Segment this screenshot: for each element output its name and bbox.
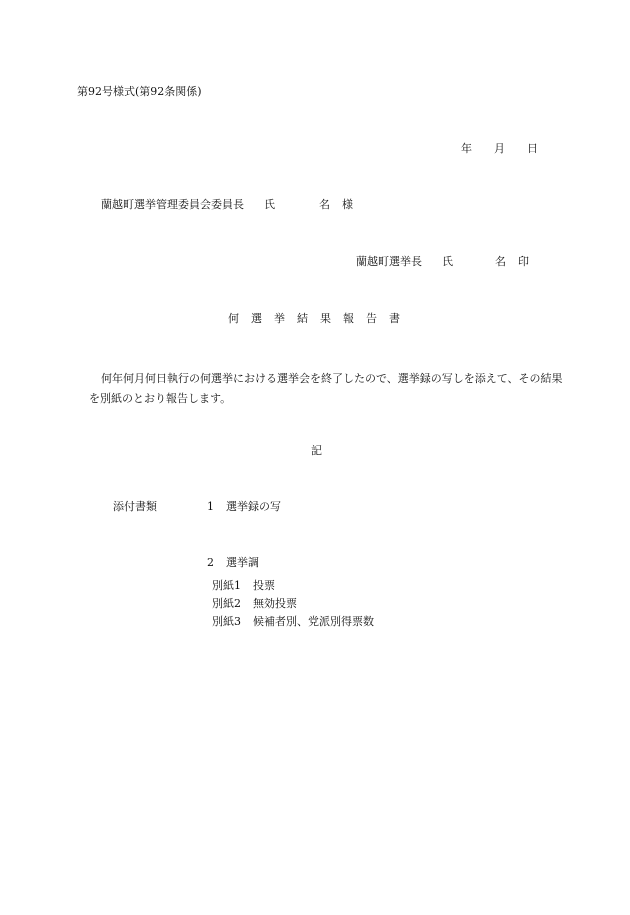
subitem-text: 無効投票 [253,597,297,610]
subitem-label: 別紙2 [212,597,241,610]
subitem-text: 候補者別、党派別得票数 [253,615,374,628]
subitem-text: 投票 [253,579,275,592]
attachment-item-1-number: 1 [207,500,214,513]
sender-line [356,256,529,267]
attachments-label: 添付書類 [113,500,157,513]
document-title: 何選挙結果報告書 [228,312,412,325]
subitem-1 [212,577,374,595]
subitem-label: 別紙1 [212,579,241,592]
date-day: 日 [527,142,538,155]
addressee-mei: 名 [319,198,330,211]
subitem-3 [212,613,374,631]
sender-title: 蘭越町選挙長 [356,255,422,268]
attachment-item-2 [207,557,259,568]
subitem-2 [212,595,374,613]
sender-shi: 氏 [442,255,453,268]
sender-seal: 印 [518,255,529,268]
attachment-item-1 [207,501,281,512]
addressee-line [101,199,353,210]
sender-mei: 名 [495,255,506,268]
attachment-item-2-text: 選挙調 [226,556,259,569]
form-number: 第92号様式(第92条関係) [77,85,202,98]
attachment-item-2-number: 2 [207,556,214,569]
addressee-shi: 氏 [264,198,275,211]
addressee-title: 蘭越町選挙管理委員会委員長 [101,198,244,211]
attachment-subitems [212,577,374,631]
attachment-item-1-text: 選挙録の写 [226,500,281,513]
date-line [461,143,538,154]
addressee-honorific: 様 [342,198,353,211]
ki-heading: 記 [311,444,322,457]
body-paragraph-text: 何年何月何日執行の何選挙における選挙会を終了したので、選挙録の写しを添えて、その結果を別紙のとおり報告します。 [89,372,563,405]
body-paragraph [89,369,569,409]
subitem-label: 別紙3 [212,615,241,628]
date-year: 年 [461,142,472,155]
date-month: 月 [494,142,505,155]
